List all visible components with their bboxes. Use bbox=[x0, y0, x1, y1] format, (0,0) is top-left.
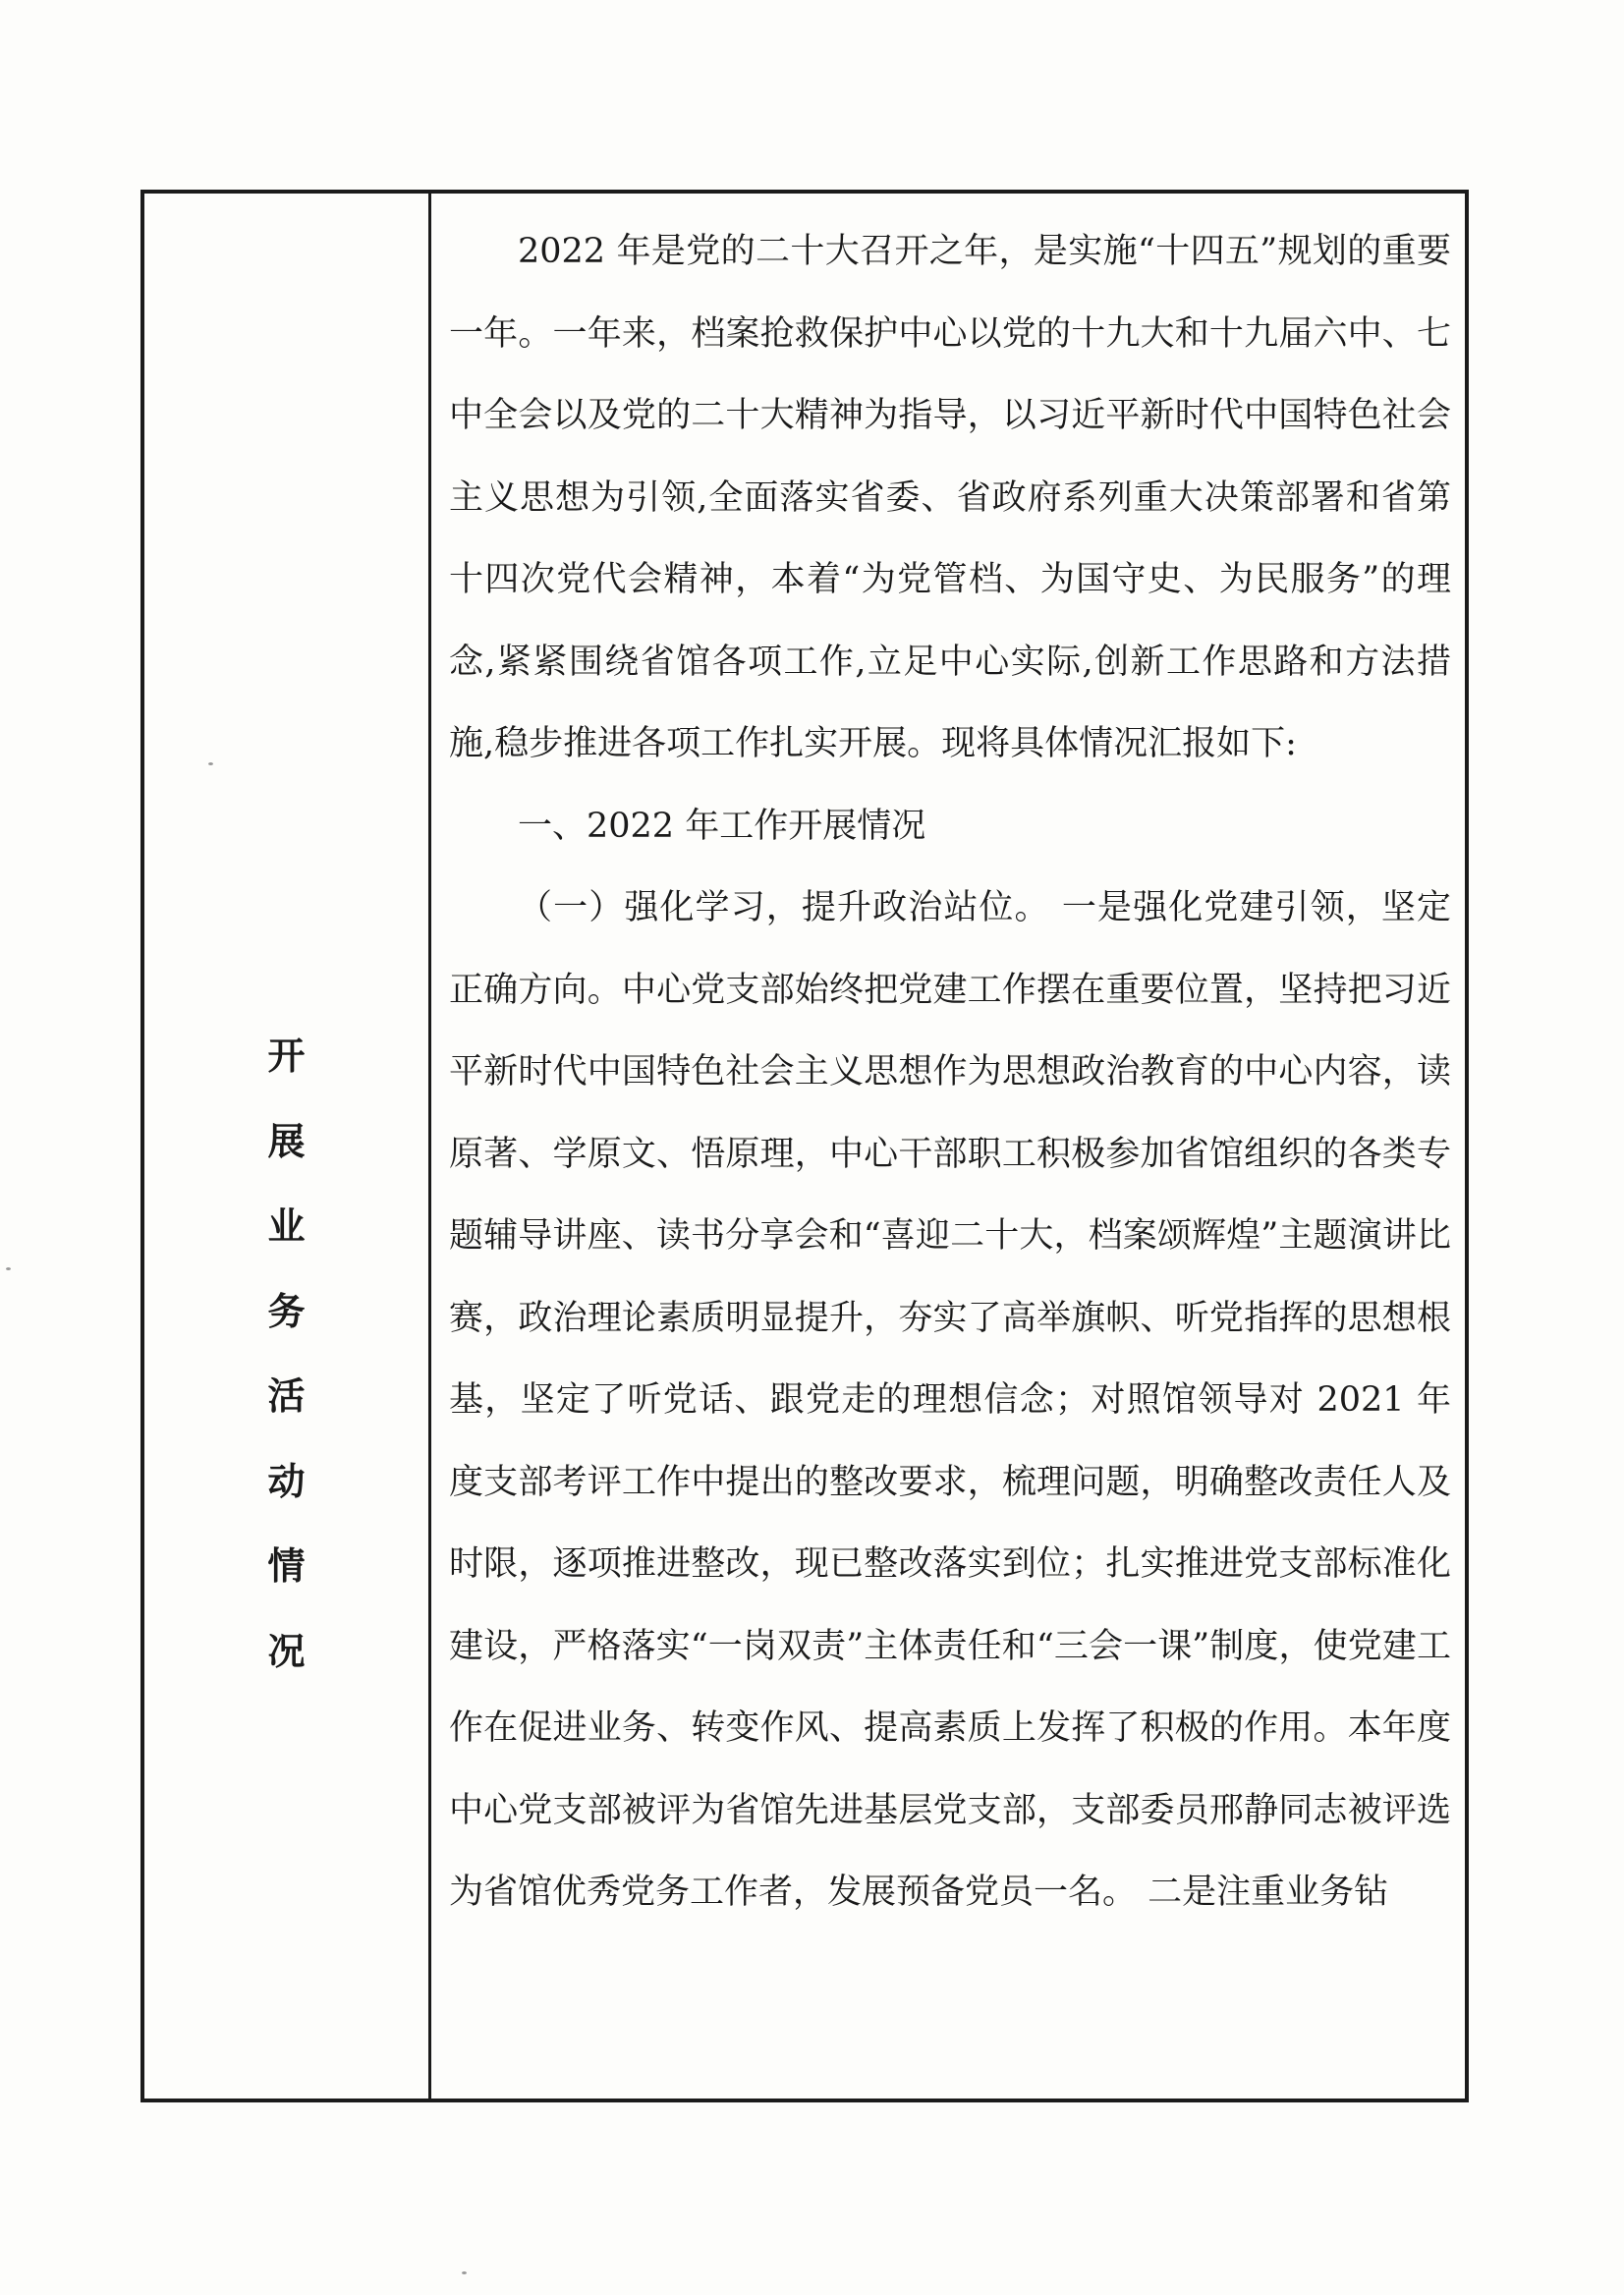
section-heading: 一、2022 年工作开展情况 bbox=[518, 806, 926, 846]
label-char: 情 bbox=[267, 1543, 306, 1588]
label-char: 活 bbox=[267, 1373, 306, 1418]
scan-speck bbox=[208, 762, 213, 765]
label-char: 开 bbox=[267, 1034, 306, 1078]
report-form-table bbox=[140, 190, 1469, 2102]
intro-paragraph: 2022 年是党的二十大召开之年，是实施“十四五”规划的重要一年。一年来，档案抢救保护中心以党的十九大和十九届六中、七中全会以及党的二十大精神为指导，以习近平新时代中国特色社会主义思想为引领,全面落实省委、省政府系列重大决策部署和省第十四次党代会精神，本着“为党管档、为国守史、为民服务”的理念,紧紧围绕省馆各项工作,立足中心实际,创新工作思路和方法措施,稳步推进各项工作扎实开展。现将具体情况汇报如下: bbox=[449, 232, 1451, 763]
report-body bbox=[449, 211, 1451, 1934]
subsection-paragraph: （一）强化学习，提升政治站位。 一是强化党建引领，坚定正确方向。中心党支部始终把党建工作摆在重要位置，坚持把习近平新时代中国特色社会主义思想作为思想政治教育的中心内容，读原著、学原文、悟原理，中心干部职工积极参加省馆组织的各类专题辅导讲座、读书分享会和“喜迎二十大，档案颂辉煌”主题演讲比赛，政治理论素质明显提升，夯实了高举旗帜、听党指挥的思想根基，坚定了听党话、跟党走的理想信念；对照馆领导对 2021 年度支部考评工作中提出的整改要求，梳理问题，明确整改责任人及时限，逐项推进整改，现已整改落实到位；扎实推进党支部标准化建设，严格落实“一岗双责”主体责任和“三会一课”制度，使党建工作在促进业务、转变作风、提高素质上发挥了积极的作用。本年度中心党支部被评为省馆先进基层党支部，支部委员邢静同志被评选为省馆优秀党务工作者，发展预备党员一名。 二是注重业务钻 bbox=[449, 888, 1451, 1912]
scan-speck bbox=[462, 2271, 467, 2274]
label-char: 动 bbox=[267, 1458, 306, 1503]
section-label bbox=[144, 1014, 428, 1694]
label-char: 况 bbox=[267, 1628, 306, 1673]
section-label-cell bbox=[144, 194, 431, 2099]
scan-speck bbox=[6, 1267, 11, 1270]
label-char: 业 bbox=[267, 1203, 306, 1248]
label-char: 务 bbox=[267, 1288, 306, 1333]
label-char: 展 bbox=[267, 1118, 306, 1163]
section-content-cell bbox=[431, 194, 1465, 2099]
